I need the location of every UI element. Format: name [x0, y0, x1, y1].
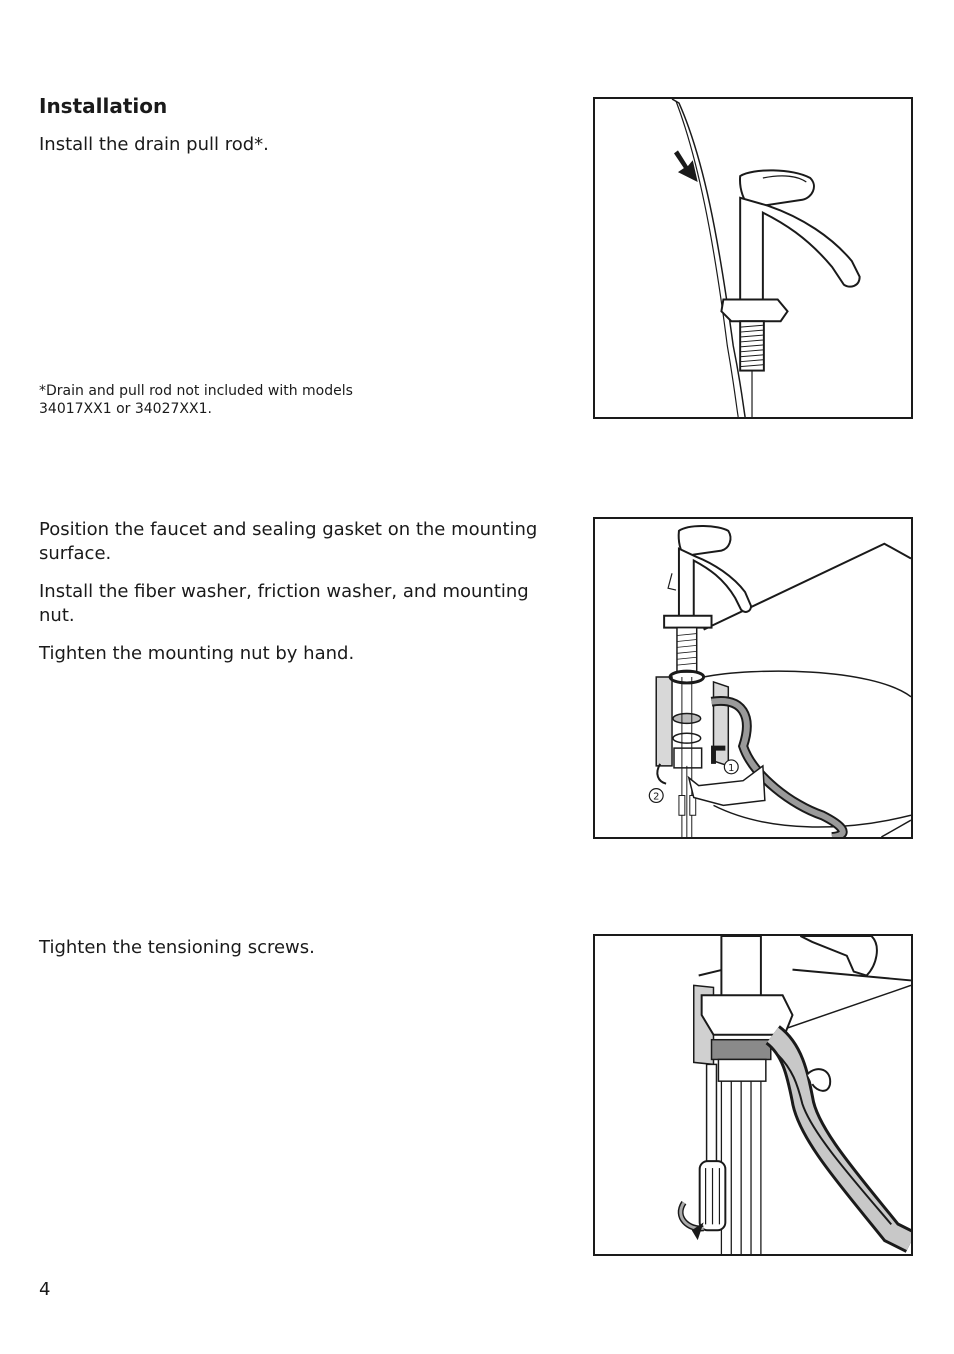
arrow-down-icon: [674, 150, 698, 182]
callout-1: [724, 760, 738, 774]
figure-pull-rod: [593, 97, 913, 419]
step-tighten-screws: Tighten the tensioning screws.: [39, 937, 315, 958]
figure-mounting: [593, 517, 913, 839]
footnote: [39, 382, 399, 418]
faucet-pull-rod-illustration: [595, 99, 911, 417]
footnote-line-2: 34017XX1 or 34027XX1.: [39, 401, 212, 417]
faucet-mounting-illustration: [595, 519, 911, 837]
tensioning-screws-illustration: [595, 936, 911, 1254]
footnote-line-1: *Drain and pull rod not included with models: [39, 383, 353, 399]
callout-2-label: 2: [653, 791, 660, 803]
figure-tensioning: [593, 934, 913, 1256]
step-install-pull-rod: Install the drain pull rod*.: [39, 134, 269, 155]
step-position-faucet: Position the faucet and sealing gasket on the mounting surface.: [39, 519, 538, 564]
callout-2: [649, 789, 663, 803]
step-install-washers: Install the fiber washer, friction washer, and mounting nut.: [39, 581, 529, 626]
page-number: 4: [39, 1279, 51, 1300]
step-tighten-nut: Tighten the mounting nut by hand.: [39, 643, 355, 664]
page-title: Installation: [39, 94, 168, 118]
callout-1-label: 1: [728, 762, 735, 774]
